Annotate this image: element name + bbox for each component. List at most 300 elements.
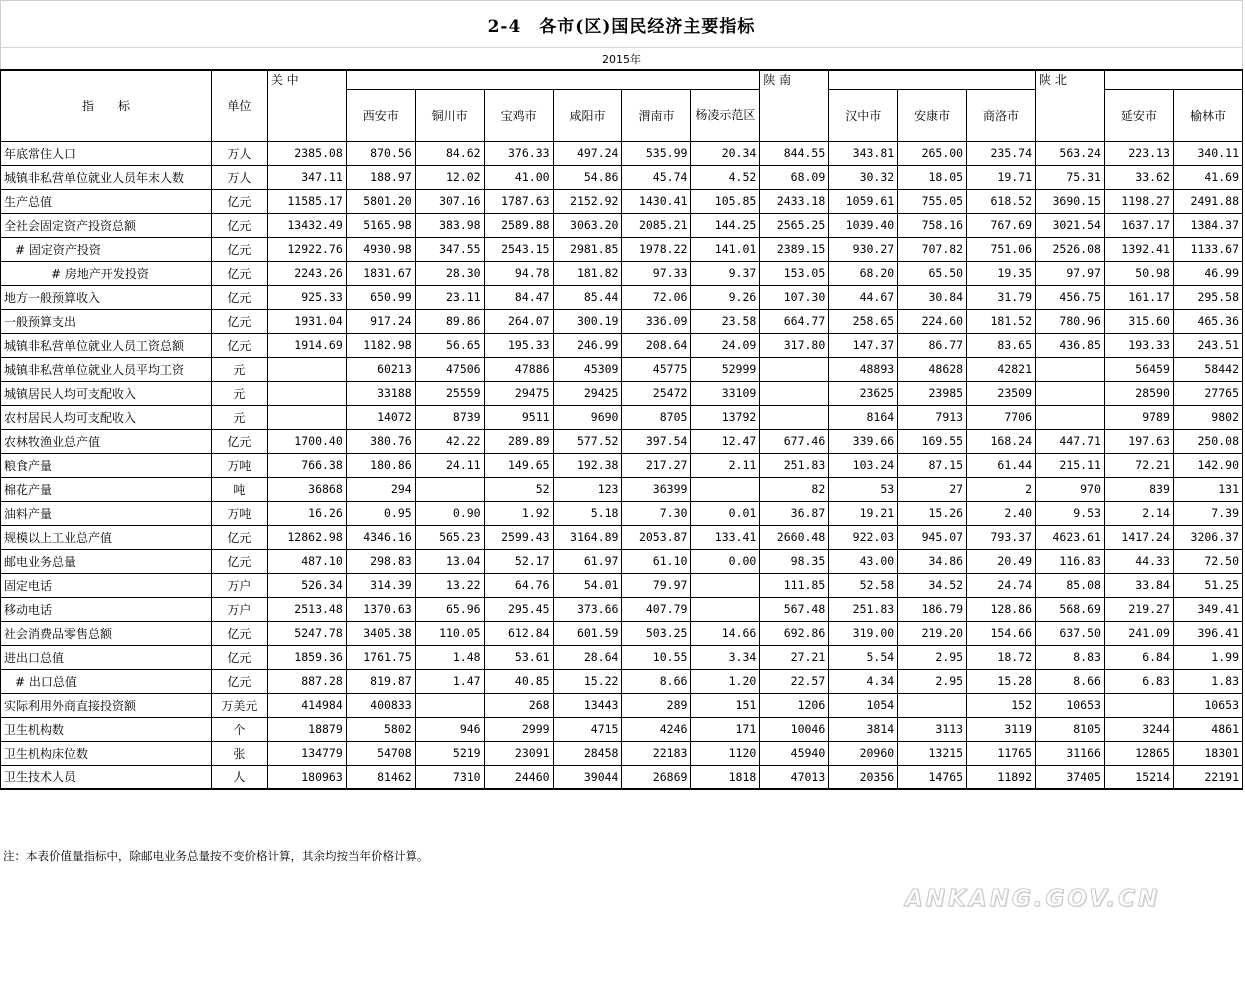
value-cell: 84.47 xyxy=(484,285,553,309)
value-cell: 3021.54 xyxy=(1036,213,1105,237)
value-cell: 22.57 xyxy=(760,669,829,693)
row-unit: 万吨 xyxy=(211,453,267,477)
value-cell: 41.00 xyxy=(484,165,553,189)
value-cell: 47886 xyxy=(484,357,553,381)
value-cell: 12.47 xyxy=(691,429,760,453)
value-cell: 3244 xyxy=(1104,717,1173,741)
value-cell: 25472 xyxy=(622,381,691,405)
row-unit: 万人 xyxy=(211,141,267,165)
value-cell: 766.38 xyxy=(267,453,346,477)
row-indicator: 城镇非私营单位就业人员平均工资 xyxy=(1,357,212,381)
value-cell: 5801.20 xyxy=(346,189,415,213)
value-cell: 52.58 xyxy=(829,573,898,597)
row-indicator: 实际利用外商直接投资额 xyxy=(1,693,212,717)
table-header xyxy=(1,70,1243,141)
value-cell: 224.60 xyxy=(898,309,967,333)
value-cell: 13792 xyxy=(691,405,760,429)
value-cell: 2.40 xyxy=(967,501,1036,525)
header-city: 商洛市 xyxy=(967,89,1036,141)
value-cell: 336.09 xyxy=(622,309,691,333)
value-cell: 707.82 xyxy=(898,237,967,261)
table-row xyxy=(1,357,1243,381)
value-cell: 4346.16 xyxy=(346,525,415,549)
value-cell: 18301 xyxy=(1173,741,1242,765)
value-cell: 161.17 xyxy=(1104,285,1173,309)
value-cell: 24.74 xyxy=(967,573,1036,597)
value-cell: 181.82 xyxy=(553,261,622,285)
value-cell: 11765 xyxy=(967,741,1036,765)
value-cell: 23.11 xyxy=(415,285,484,309)
value-cell: 54708 xyxy=(346,741,415,765)
value-cell: 27 xyxy=(898,477,967,501)
value-cell: 887.28 xyxy=(267,669,346,693)
value-cell: 13443 xyxy=(553,693,622,717)
value-cell: 870.56 xyxy=(346,141,415,165)
value-cell xyxy=(1036,405,1105,429)
value-cell: 1133.67 xyxy=(1173,237,1242,261)
value-cell: 153.05 xyxy=(760,261,829,285)
value-cell: 29425 xyxy=(553,381,622,405)
value-cell: 340.11 xyxy=(1173,141,1242,165)
value-cell: 465.36 xyxy=(1173,309,1242,333)
value-cell: 3814 xyxy=(829,717,898,741)
footnote: 注：本表价值量指标中，除邮电业务总量按不变价格计算，其余均按当年价格计算。 xyxy=(3,849,429,863)
value-cell: 755.05 xyxy=(898,189,967,213)
value-cell: 577.52 xyxy=(553,429,622,453)
value-cell: 307.16 xyxy=(415,189,484,213)
value-cell: 68.20 xyxy=(829,261,898,285)
value-cell: 930.27 xyxy=(829,237,898,261)
value-cell: 2152.92 xyxy=(553,189,622,213)
value-cell: 29475 xyxy=(484,381,553,405)
value-cell: 123 xyxy=(553,477,622,501)
value-cell: 780.96 xyxy=(1036,309,1105,333)
header-city: 铜川市 xyxy=(415,89,484,141)
value-cell: 9789 xyxy=(1104,405,1173,429)
value-cell: 14.66 xyxy=(691,621,760,645)
value-cell: 27.21 xyxy=(760,645,829,669)
row-unit: 万户 xyxy=(211,597,267,621)
table-row xyxy=(1,165,1243,189)
value-cell: 36868 xyxy=(267,477,346,501)
value-cell: 264.07 xyxy=(484,309,553,333)
value-cell: 9511 xyxy=(484,405,553,429)
value-cell: 343.81 xyxy=(829,141,898,165)
value-cell: 68.09 xyxy=(760,165,829,189)
value-cell: 1831.67 xyxy=(346,261,415,285)
value-cell: 36.87 xyxy=(760,501,829,525)
table-row xyxy=(1,477,1243,501)
header-city: 杨凌示范区 xyxy=(691,89,760,141)
table-row xyxy=(1,405,1243,429)
value-cell: 2385.08 xyxy=(267,141,346,165)
value-cell: 9.53 xyxy=(1036,501,1105,525)
value-cell xyxy=(267,405,346,429)
value-cell: 2526.08 xyxy=(1036,237,1105,261)
value-cell: 2513.48 xyxy=(267,597,346,621)
value-cell: 314.39 xyxy=(346,573,415,597)
value-cell: 14765 xyxy=(898,765,967,789)
value-cell: 61.97 xyxy=(553,549,622,573)
value-cell: 2243.26 xyxy=(267,261,346,285)
value-cell: 8739 xyxy=(415,405,484,429)
value-cell: 4.52 xyxy=(691,165,760,189)
value-cell: 347.11 xyxy=(267,165,346,189)
header-city: 榆林市 xyxy=(1173,89,1242,141)
value-cell: 1.20 xyxy=(691,669,760,693)
value-cell: 186.79 xyxy=(898,597,967,621)
value-cell: 3164.89 xyxy=(553,525,622,549)
value-cell: 171 xyxy=(691,717,760,741)
value-cell: 3119 xyxy=(967,717,1036,741)
value-cell: 195.33 xyxy=(484,333,553,357)
value-cell: 131 xyxy=(1173,477,1242,501)
value-cell: 447.71 xyxy=(1036,429,1105,453)
value-cell: 15.26 xyxy=(898,501,967,525)
value-cell: 300.19 xyxy=(553,309,622,333)
value-cell: 8164 xyxy=(829,405,898,429)
value-cell: 2.14 xyxy=(1104,501,1173,525)
value-cell: 1700.40 xyxy=(267,429,346,453)
value-cell: 265.00 xyxy=(898,141,967,165)
row-indicator: 规模以上工业总产值 xyxy=(1,525,212,549)
value-cell: 16.26 xyxy=(267,501,346,525)
watermark-logo: ANKANG.GOV.CN xyxy=(905,886,1161,912)
value-cell: 1978.22 xyxy=(622,237,691,261)
value-cell: 61.44 xyxy=(967,453,1036,477)
value-cell: 169.55 xyxy=(898,429,967,453)
row-indicator: 粮食产量 xyxy=(1,453,212,477)
value-cell: 414984 xyxy=(267,693,346,717)
value-cell xyxy=(1036,357,1105,381)
value-cell: 154.66 xyxy=(967,621,1036,645)
value-cell: 36399 xyxy=(622,477,691,501)
value-cell: 10653 xyxy=(1036,693,1105,717)
value-cell: 1182.98 xyxy=(346,333,415,357)
value-cell: 152 xyxy=(967,693,1036,717)
value-cell: 83.65 xyxy=(967,333,1036,357)
value-cell: 1039.40 xyxy=(829,213,898,237)
value-cell: 3063.20 xyxy=(553,213,622,237)
value-cell: 4246 xyxy=(622,717,691,741)
value-cell: 9802 xyxy=(1173,405,1242,429)
value-cell: 7.39 xyxy=(1173,501,1242,525)
value-cell: 28458 xyxy=(553,741,622,765)
row-indicator: 城镇非私营单位就业人员工资总额 xyxy=(1,333,212,357)
value-cell xyxy=(691,477,760,501)
value-cell: 1384.37 xyxy=(1173,213,1242,237)
value-cell: 147.37 xyxy=(829,333,898,357)
table-row xyxy=(1,213,1243,237)
value-cell: 52.17 xyxy=(484,549,553,573)
value-cell: 33.84 xyxy=(1104,573,1173,597)
value-cell xyxy=(760,405,829,429)
value-cell: 30.32 xyxy=(829,165,898,189)
value-cell: 53.61 xyxy=(484,645,553,669)
header-city: 安康市 xyxy=(898,89,967,141)
value-cell: 51.25 xyxy=(1173,573,1242,597)
value-cell: 3405.38 xyxy=(346,621,415,645)
row-indicator: 固定电话 xyxy=(1,573,212,597)
value-cell: 181.52 xyxy=(967,309,1036,333)
value-cell: 917.24 xyxy=(346,309,415,333)
header-city: 渭南市 xyxy=(622,89,691,141)
value-cell: 11892 xyxy=(967,765,1036,789)
value-cell: 5802 xyxy=(346,717,415,741)
row-unit: 个 xyxy=(211,717,267,741)
value-cell: 45940 xyxy=(760,741,829,765)
value-cell: 235.74 xyxy=(967,141,1036,165)
value-cell: 1818 xyxy=(691,765,760,789)
row-indicator: 全社会固定资产投资总额 xyxy=(1,213,212,237)
value-cell: 601.59 xyxy=(553,621,622,645)
value-cell: 612.84 xyxy=(484,621,553,645)
value-cell: 487.10 xyxy=(267,549,346,573)
row-unit: 亿元 xyxy=(211,189,267,213)
header-group-guanzhong: 关 中 xyxy=(267,70,346,141)
value-cell: 149.65 xyxy=(484,453,553,477)
value-cell: 2660.48 xyxy=(760,525,829,549)
header-group-shaannan: 陕 南 xyxy=(760,70,829,141)
value-cell: 64.76 xyxy=(484,573,553,597)
value-cell xyxy=(267,381,346,405)
value-cell: 347.55 xyxy=(415,237,484,261)
value-cell: 970 xyxy=(1036,477,1105,501)
value-cell: 141.01 xyxy=(691,237,760,261)
value-cell: 922.03 xyxy=(829,525,898,549)
value-cell: 58442 xyxy=(1173,357,1242,381)
value-cell: 2 xyxy=(967,477,1036,501)
row-unit: 亿元 xyxy=(211,261,267,285)
row-indicator: 卫生机构床位数 xyxy=(1,741,212,765)
value-cell: 40.85 xyxy=(484,669,553,693)
row-indicator: 进出口总值 xyxy=(1,645,212,669)
value-cell: 535.99 xyxy=(622,141,691,165)
value-cell: 142.90 xyxy=(1173,453,1242,477)
value-cell: 383.98 xyxy=(415,213,484,237)
table-row xyxy=(1,573,1243,597)
value-cell: 13.04 xyxy=(415,549,484,573)
value-cell: 3113 xyxy=(898,717,967,741)
value-cell: 10653 xyxy=(1173,693,1242,717)
value-cell: 188.97 xyxy=(346,165,415,189)
value-cell: 19.21 xyxy=(829,501,898,525)
value-cell: 15.22 xyxy=(553,669,622,693)
value-cell: 18.05 xyxy=(898,165,967,189)
value-cell: 637.50 xyxy=(1036,621,1105,645)
value-cell: 219.20 xyxy=(898,621,967,645)
value-cell: 81462 xyxy=(346,765,415,789)
value-cell: 23985 xyxy=(898,381,967,405)
value-cell: 241.09 xyxy=(1104,621,1173,645)
table-row xyxy=(1,309,1243,333)
value-cell: 47013 xyxy=(760,765,829,789)
value-cell: 42821 xyxy=(967,357,1036,381)
value-cell: 2.95 xyxy=(898,669,967,693)
value-cell: 72.21 xyxy=(1104,453,1173,477)
value-cell: 1370.63 xyxy=(346,597,415,621)
value-cell: 2999 xyxy=(484,717,553,741)
value-cell: 45309 xyxy=(553,357,622,381)
value-cell: 5219 xyxy=(415,741,484,765)
value-cell: 13215 xyxy=(898,741,967,765)
value-cell: 22183 xyxy=(622,741,691,765)
value-cell: 289.89 xyxy=(484,429,553,453)
value-cell: 2589.88 xyxy=(484,213,553,237)
value-cell: 946 xyxy=(415,717,484,741)
value-cell: 23091 xyxy=(484,741,553,765)
value-cell: 197.63 xyxy=(1104,429,1173,453)
value-cell: 1.99 xyxy=(1173,645,1242,669)
value-cell: 1059.61 xyxy=(829,189,898,213)
value-cell: 819.87 xyxy=(346,669,415,693)
value-cell: 48893 xyxy=(829,357,898,381)
table-row xyxy=(1,669,1243,693)
value-cell xyxy=(760,357,829,381)
value-cell: 111.85 xyxy=(760,573,829,597)
row-unit: 元 xyxy=(211,381,267,405)
value-cell: 298.83 xyxy=(346,549,415,573)
value-cell: 41.69 xyxy=(1173,165,1242,189)
table-row xyxy=(1,621,1243,645)
value-cell: 30.84 xyxy=(898,285,967,309)
value-cell: 4623.61 xyxy=(1036,525,1105,549)
value-cell: 15214 xyxy=(1104,765,1173,789)
value-cell: 15.28 xyxy=(967,669,1036,693)
value-cell: 945.07 xyxy=(898,525,967,549)
value-cell: 12862.98 xyxy=(267,525,346,549)
header-indicator: 指 标 xyxy=(1,70,212,141)
row-indicator: 生产总值 xyxy=(1,189,212,213)
value-cell: 22191 xyxy=(1173,765,1242,789)
value-cell: 65.96 xyxy=(415,597,484,621)
value-cell: 0.00 xyxy=(691,549,760,573)
value-cell: 128.86 xyxy=(967,597,1036,621)
value-cell xyxy=(415,477,484,501)
header-spacer xyxy=(829,70,1036,89)
table-row xyxy=(1,285,1243,309)
value-cell: 44.33 xyxy=(1104,549,1173,573)
value-cell: 89.86 xyxy=(415,309,484,333)
value-cell: 20356 xyxy=(829,765,898,789)
value-cell: 52999 xyxy=(691,357,760,381)
value-cell: 48628 xyxy=(898,357,967,381)
value-cell: 54.86 xyxy=(553,165,622,189)
value-cell xyxy=(415,693,484,717)
value-cell: 243.51 xyxy=(1173,333,1242,357)
value-cell xyxy=(691,597,760,621)
value-cell: 925.33 xyxy=(267,285,346,309)
row-indicator: # 固定资产投资 xyxy=(1,237,212,261)
value-cell: 8705 xyxy=(622,405,691,429)
value-cell: 317.80 xyxy=(760,333,829,357)
row-unit: 亿元 xyxy=(211,309,267,333)
value-cell: 373.66 xyxy=(553,597,622,621)
value-cell: 5.18 xyxy=(553,501,622,525)
value-cell: 82 xyxy=(760,477,829,501)
value-cell: 295.58 xyxy=(1173,285,1242,309)
value-cell: 19.35 xyxy=(967,261,1036,285)
value-cell: 568.69 xyxy=(1036,597,1105,621)
value-cell: 10.55 xyxy=(622,645,691,669)
value-cell: 33.62 xyxy=(1104,165,1173,189)
row-unit: 亿元 xyxy=(211,285,267,309)
row-unit: 亿元 xyxy=(211,549,267,573)
value-cell: 7913 xyxy=(898,405,967,429)
table-row xyxy=(1,141,1243,165)
value-cell: 34.52 xyxy=(898,573,967,597)
value-cell: 116.83 xyxy=(1036,549,1105,573)
value-cell: 33109 xyxy=(691,381,760,405)
value-cell: 56459 xyxy=(1104,357,1173,381)
value-cell: 24460 xyxy=(484,765,553,789)
value-cell: 10046 xyxy=(760,717,829,741)
value-cell: 7706 xyxy=(967,405,1036,429)
value-cell: 192.38 xyxy=(553,453,622,477)
value-cell: 2085.21 xyxy=(622,213,691,237)
value-cell: 9690 xyxy=(553,405,622,429)
row-unit: 亿元 xyxy=(211,333,267,357)
table-row xyxy=(1,189,1243,213)
table-row xyxy=(1,501,1243,525)
value-cell: 4715 xyxy=(553,717,622,741)
value-cell xyxy=(691,573,760,597)
table-row xyxy=(1,645,1243,669)
value-cell: 5247.78 xyxy=(267,621,346,645)
table-row xyxy=(1,429,1243,453)
row-unit: 人 xyxy=(211,765,267,789)
value-cell: 751.06 xyxy=(967,237,1036,261)
table-row xyxy=(1,261,1243,285)
value-cell: 52 xyxy=(484,477,553,501)
value-cell: 61.10 xyxy=(622,549,691,573)
value-cell: 664.77 xyxy=(760,309,829,333)
value-cell: 8.66 xyxy=(622,669,691,693)
value-cell: 151 xyxy=(691,693,760,717)
value-cell: 31166 xyxy=(1036,741,1105,765)
value-cell: 0.01 xyxy=(691,501,760,525)
value-cell: 396.41 xyxy=(1173,621,1242,645)
value-cell: 1.92 xyxy=(484,501,553,525)
value-cell: 219.27 xyxy=(1104,597,1173,621)
value-cell: 65.50 xyxy=(898,261,967,285)
value-cell: 1206 xyxy=(760,693,829,717)
table-title: 2-4 各市(区)国民经济主要指标 xyxy=(0,0,1243,48)
value-cell: 20.34 xyxy=(691,141,760,165)
value-cell xyxy=(1104,693,1173,717)
header-city: 宝鸡市 xyxy=(484,89,553,141)
value-cell xyxy=(1036,381,1105,405)
value-cell: 246.99 xyxy=(553,333,622,357)
value-cell: 37405 xyxy=(1036,765,1105,789)
value-cell: 215.11 xyxy=(1036,453,1105,477)
value-cell: 7.30 xyxy=(622,501,691,525)
value-cell: 2.95 xyxy=(898,645,967,669)
value-cell: 14072 xyxy=(346,405,415,429)
row-unit: 万美元 xyxy=(211,693,267,717)
row-indicator: 一般预算支出 xyxy=(1,309,212,333)
row-unit: 亿元 xyxy=(211,645,267,669)
row-indicator: 农林牧渔业总产值 xyxy=(1,429,212,453)
row-indicator: # 出口总值 xyxy=(1,669,212,693)
header-city: 咸阳市 xyxy=(553,89,622,141)
value-cell: 86.77 xyxy=(898,333,967,357)
value-cell: 436.85 xyxy=(1036,333,1105,357)
value-cell: 85.44 xyxy=(553,285,622,309)
value-cell: 72.50 xyxy=(1173,549,1242,573)
value-cell: 315.60 xyxy=(1104,309,1173,333)
value-cell: 692.86 xyxy=(760,621,829,645)
